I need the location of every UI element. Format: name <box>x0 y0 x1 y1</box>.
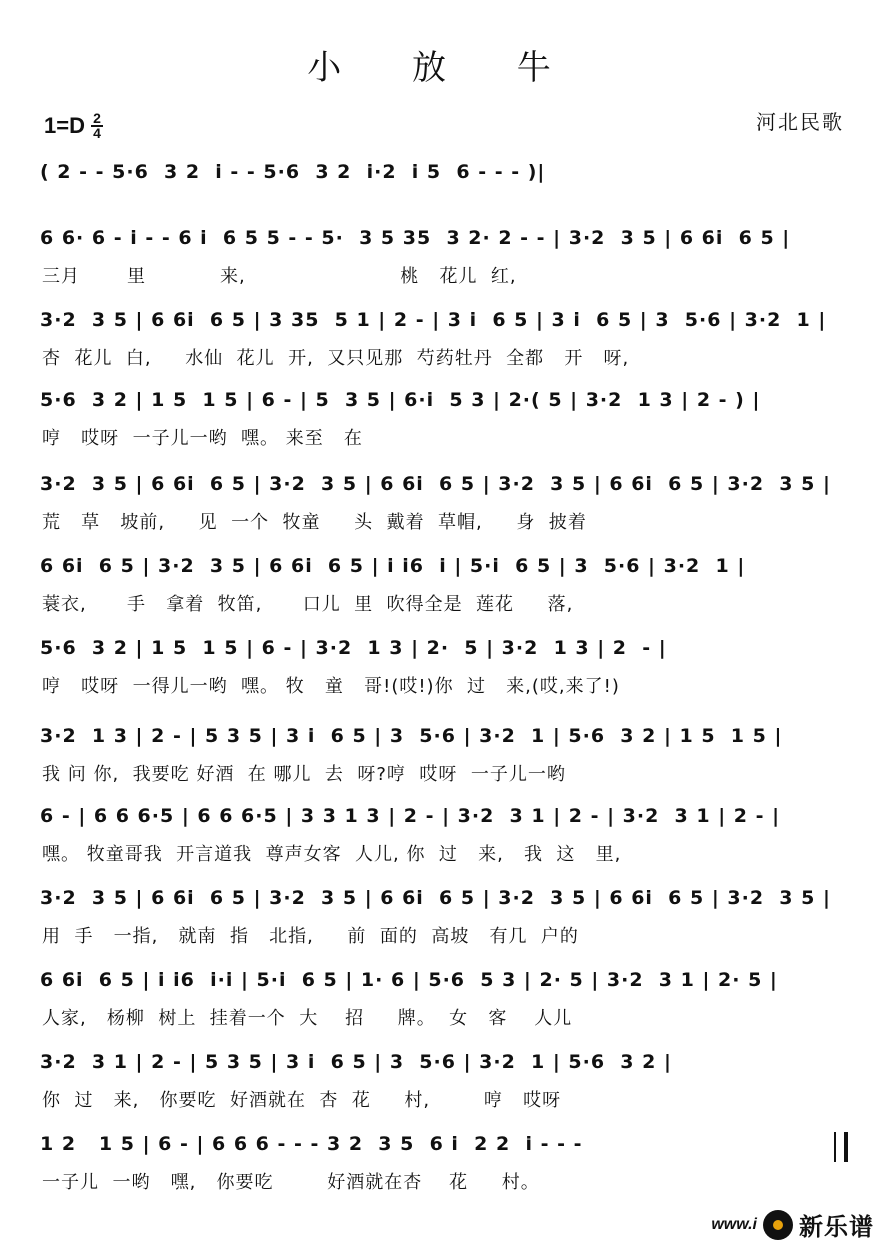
time-signature-top: 2 <box>93 110 101 126</box>
notation-line: 6 6i 6 5 | i i6 i·i | 5·i 6 5 | 1· 6 | 5·6 5 3 | 2· 5 | 3·2 3 1 | 2· 5 | <box>40 969 778 991</box>
score-system-8 <box>40 796 848 876</box>
site-logo[interactable] <box>711 1207 874 1242</box>
lyrics-line: 蓑衣, 手 拿着 牧笛, 口儿 里 吹得全是 莲花 落, <box>42 594 574 615</box>
notation-line: 3·2 3 5 | 6 6i 6 5 | 3·2 3 5 | 6 6i 6 5 | 3·2 3 5 | 6 6i 6 5 | 3·2 3 5 | <box>40 887 831 909</box>
song-title: 小 放 牛 <box>307 48 581 88</box>
notation-line: 5·6 3 2 | 1 5 1 5 | 6 - | 3·2 1 3 | 2· 5 | 3·2 1 3 | 2 - | <box>40 637 667 659</box>
score-system-2 <box>40 300 848 380</box>
final-barline <box>834 1132 848 1162</box>
time-signature <box>91 112 103 140</box>
score-system-10 <box>40 960 848 1040</box>
logo-url: www.i <box>711 1215 757 1233</box>
score-system-7 <box>40 716 848 796</box>
lyrics-line: 你 过 来, 你要吃 好酒就在 杏 花 村, 哼 哎呀 <box>42 1090 562 1111</box>
lyrics-line: 荒 草 坡前, 见 一个 牧童 头 戴着 草帽, 身 披着 <box>42 512 587 533</box>
notation-line: 6 6i 6 5 | 3·2 3 5 | 6 6i 6 5 | i i6 i | 5·i 6 5 | 3 5·6 | 3·2 1 | <box>40 555 746 577</box>
key-signature <box>44 112 103 140</box>
intro-notes: ( 2 - - 5·6 3 2 i - - 5·6 3 2 i·2 i 5 6 - - - )| <box>40 161 546 183</box>
lyrics-line: 用 手 一指, 就南 指 北指, 前 面的 高坡 有几 户的 <box>42 926 579 947</box>
record-disc-icon <box>763 1210 793 1240</box>
notation-line: 3·2 3 5 | 6 6i 6 5 | 3 35 5 1 | 2 - | 3 i 6 5 | 3 i 6 5 | 3 5·6 | 3·2 1 | <box>40 309 827 331</box>
notation-line: 6 6· 6 - i - - 6 i 6 5 5 - - 5· 3 5 35 3 2· 2 - - | 3·2 3 5 | 6 6i 6 5 | <box>40 227 791 249</box>
lyrics-line: 哼 哎呀 一得儿一哟 嘿。 牧 童 哥!(哎!)你 过 来,(哎,来了!) <box>42 676 620 697</box>
lyrics-line: 哼 哎呀 一子儿一哟 嘿。 来至 在 <box>42 428 363 449</box>
notation-line: 3·2 1 3 | 2 - | 5 3 5 | 3 i 6 5 | 3 5·6 | 3·2 1 | 5·6 3 2 | 1 5 1 5 | <box>40 725 783 747</box>
lyrics-line: 我 问 你, 我要吃 好酒 在 哪儿 去 呀?哼 哎呀 一子儿一哟 <box>42 764 566 785</box>
lyrics-line: 嘿。 牧童哥我 开言道我 尊声女客 人儿, 你 过 来, 我 这 里, <box>42 844 622 865</box>
notation-line: 5·6 3 2 | 1 5 1 5 | 6 - | 5 3 5 | 6·i 5 3 | 2·( 5 | 3·2 1 3 | 2 - ) | <box>40 389 761 411</box>
time-signature-bottom: 4 <box>93 125 101 141</box>
score-system-9 <box>40 878 848 958</box>
score-system-4 <box>40 464 848 544</box>
lyrics-line: 一子儿 一哟 嘿, 你要吃 好酒就在杏 花 村。 <box>42 1172 540 1193</box>
key-label: 1=D <box>44 113 85 138</box>
score-system-3 <box>40 380 848 460</box>
score-system-12 <box>40 1124 848 1204</box>
lyrics-line: 三月 里 来, 桃 花儿 红, <box>42 266 517 287</box>
composer-credit: 河北民歌 <box>756 110 844 134</box>
lyrics-line: 人家, 杨柳 树上 挂着一个 大 招 牌。 女 客 人儿 <box>42 1008 573 1029</box>
score-system-11 <box>40 1042 848 1122</box>
notation-line: 3·2 3 5 | 6 6i 6 5 | 3·2 3 5 | 6 6i 6 5 | 3·2 3 5 | 6 6i 6 5 | 3·2 3 5 | <box>40 473 831 495</box>
score-system-1 <box>40 218 848 298</box>
score-system-5 <box>40 546 848 626</box>
lyrics-line: 杏 花儿 白, 水仙 花儿 开, 又只见那 芍药牡丹 全都 开 呀, <box>42 348 630 369</box>
notation-line: 3·2 3 1 | 2 - | 5 3 5 | 3 i 6 5 | 3 5·6 | 3·2 1 | 5·6 3 2 | <box>40 1051 672 1073</box>
score-system-6 <box>40 628 848 708</box>
notation-line: 6 - | 6 6 6·5 | 6 6 6·5 | 3 3 1 3 | 2 - | 3·2 3 1 | 2 - | 3·2 3 1 | 2 - | <box>40 805 781 827</box>
logo-name: 新乐谱 <box>799 1213 874 1241</box>
notation-line: 1 2 1 5 | 6 - | 6 6 6 - - - 3 2 3 5 6 i 2 2 i - - - <box>40 1133 583 1155</box>
